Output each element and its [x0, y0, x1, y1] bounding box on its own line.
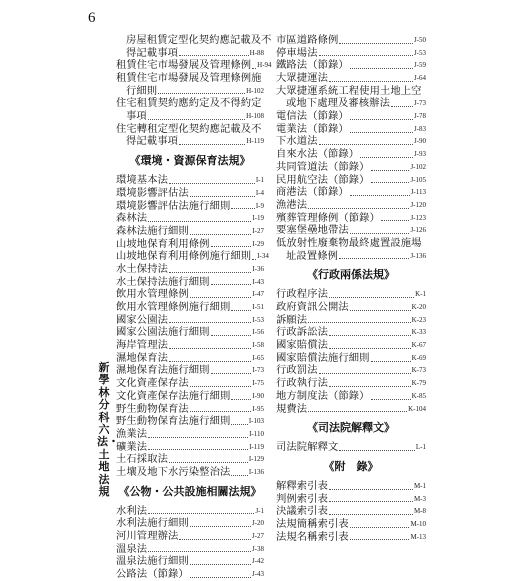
toc-entry-title: 森林法 — [116, 212, 148, 225]
toc-entry-title: 水利法施行細則 — [116, 517, 189, 530]
dot-leader — [319, 144, 413, 145]
toc-entry-page: I-1 — [255, 176, 264, 185]
toc-entry[interactable] — [116, 568, 264, 581]
toc-entry-title: 低放射性廢棄物最終處置設施場 — [276, 236, 422, 249]
toc-entry[interactable] — [276, 301, 426, 314]
toc-entry[interactable] — [276, 34, 426, 47]
toc-entry-page: J-93 — [413, 150, 426, 159]
toc-entry-title: 行政執行法 — [276, 377, 328, 390]
toc-entry[interactable] — [276, 326, 426, 339]
toc-entry-page: I-90 — [252, 391, 264, 400]
toc-entry-title: 土石採取法 — [116, 453, 168, 466]
toc-entry[interactable] — [116, 200, 264, 213]
toc-entry-title: 野生動物保育法 — [116, 402, 189, 415]
toc-entry-title: 訴願法 — [276, 313, 308, 326]
toc-entry-page: H-119 — [246, 137, 264, 146]
toc-entry-title: 水土保持法 — [116, 262, 168, 275]
toc-entry-page: J-126 — [410, 226, 426, 235]
dot-leader — [148, 551, 251, 552]
toc-entry-title: 司法院解釋文 — [276, 441, 339, 454]
toc-entry-title: 公路法（節錄） — [116, 568, 189, 581]
toc-entry-page: K-85 — [411, 391, 426, 400]
toc-entry-page: J-27 — [251, 532, 264, 541]
toc-entry-page: I-29 — [252, 239, 264, 248]
section-header: 《附 錄》 — [323, 459, 379, 473]
toc-entry[interactable] — [116, 72, 264, 85]
toc-entry-title: 飲用水管理條例施行細則 — [116, 301, 231, 314]
dot-leader — [339, 43, 413, 44]
toc-entry-title: 溫泉法施行細則 — [116, 555, 189, 568]
toc-entry[interactable] — [116, 466, 264, 479]
toc-entry-title: 房屋租賃定型化契約應記載及不 — [126, 33, 272, 46]
toc-entry[interactable] — [116, 225, 264, 238]
toc-entry-title: 山坡地保育利用條例 — [116, 237, 210, 250]
toc-entry-page: I-129 — [248, 455, 264, 464]
toc-entry-page: K-20 — [411, 303, 426, 312]
toc-entry-page: K-33 — [411, 328, 426, 337]
toc-entry[interactable] — [276, 314, 426, 327]
dot-leader — [329, 297, 414, 298]
toc-entry-title: 決議索引表 — [276, 505, 328, 518]
page-number: 6 — [88, 10, 96, 26]
dot-leader — [371, 399, 411, 400]
dot-leader — [329, 514, 413, 515]
toc-entry-title: 土壤及地下水污染整治法 — [116, 465, 231, 478]
dot-leader — [190, 526, 251, 527]
toc-entry-title: 環境基本法 — [116, 174, 168, 187]
dot-leader — [211, 246, 252, 247]
toc-entry-title: 得記載事項 — [126, 46, 178, 59]
toc-entry-page: J-43 — [251, 570, 264, 579]
toc-entry-title: 國家公園法 — [116, 313, 168, 326]
toc-entry-title: 海岸管理法 — [116, 339, 168, 352]
toc-entry[interactable] — [276, 72, 426, 85]
toc-entry[interactable] — [276, 377, 426, 390]
toc-entry[interactable] — [276, 136, 426, 149]
toc-entry-title: 漁港法 — [276, 198, 308, 211]
toc-entry[interactable] — [116, 428, 264, 441]
dot-leader — [169, 348, 251, 349]
dot-leader — [329, 348, 411, 349]
toc-entry[interactable] — [116, 301, 264, 314]
toc-entry-title: 解釋索引表 — [276, 479, 328, 492]
toc-entry-title: 行政罰法 — [276, 364, 318, 377]
toc-entry-title: 河川管理辦法 — [116, 530, 179, 543]
dot-leader — [158, 93, 245, 94]
dot-leader — [308, 411, 407, 412]
toc-entry[interactable] — [116, 377, 264, 390]
toc-entry-title: 電業法（節錄） — [276, 122, 349, 135]
toc-entry-page: I-51 — [252, 303, 264, 312]
toc-entry-page: K-69 — [411, 353, 426, 362]
toc-entry-title: 森林法施行細則 — [116, 224, 189, 237]
toc-entry[interactable] — [116, 123, 264, 136]
toc-entry[interactable] — [276, 161, 426, 174]
toc-entry-page: J-105 — [410, 175, 426, 184]
toc-entry[interactable] — [116, 505, 264, 518]
dot-leader — [179, 144, 245, 145]
toc-entry-title: 租賃住宅市場發展及管理條例 — [116, 59, 252, 72]
toc-entry-title: 政府資訊公開法 — [276, 301, 349, 314]
toc-entry[interactable] — [116, 415, 264, 428]
toc-left-column — [116, 33, 272, 581]
toc-entry-page: I-75 — [252, 379, 264, 388]
dot-leader — [308, 322, 410, 323]
toc-entry-title: 共同管道法（節錄） — [276, 160, 370, 173]
toc-entry[interactable] — [116, 47, 264, 60]
toc-entry-page: I-110 — [249, 429, 264, 438]
toc-entry-page: J-50 — [413, 35, 426, 44]
toc-entry-title: 址設置條例 — [286, 249, 338, 262]
dot-leader — [350, 119, 413, 120]
dot-leader — [371, 170, 410, 171]
toc-entry-page: K-79 — [411, 379, 426, 388]
toc-entry[interactable] — [116, 212, 264, 225]
toc-entry[interactable] — [116, 326, 264, 339]
dot-leader — [350, 539, 410, 540]
toc-entry[interactable] — [116, 453, 264, 466]
toc-entry[interactable] — [116, 136, 264, 149]
toc-entry[interactable] — [276, 85, 426, 98]
dot-leader — [179, 55, 249, 56]
dot-leader — [148, 437, 248, 438]
toc-entry-title: 自來水法（節錄） — [276, 148, 360, 161]
toc-entry-page: J-113 — [410, 188, 426, 197]
toc-entry-page: I-119 — [249, 442, 264, 451]
toc-entry-page: H-108 — [246, 112, 264, 121]
toc-entry[interactable] — [116, 352, 264, 365]
toc-entry[interactable] — [116, 110, 264, 123]
toc-entry[interactable] — [276, 59, 426, 72]
toc-entry-title: 民用航空法（節錄） — [276, 173, 370, 186]
toc-entry[interactable] — [276, 237, 426, 250]
toc-entry[interactable] — [276, 224, 426, 237]
dot-leader — [148, 119, 245, 120]
dot-leader — [350, 132, 413, 133]
toc-entry[interactable] — [116, 250, 269, 263]
toc-entry[interactable] — [116, 365, 264, 378]
toc-entry-title: 文化資產保存法施行細則 — [116, 389, 231, 402]
toc-entry-title: 鐵路法（節錄） — [276, 59, 349, 72]
toc-entry[interactable] — [276, 212, 426, 225]
dot-leader — [190, 577, 251, 578]
toc-entry-title: 濕地保育法 — [116, 351, 168, 364]
dot-leader — [169, 183, 255, 184]
toc-entry[interactable] — [116, 174, 264, 187]
dot-leader — [381, 220, 409, 221]
section-header: 《環境・資源保育法規》 — [129, 154, 251, 168]
toc-entry-title: 礦業法 — [116, 440, 148, 453]
toc-entry-title: 文化資產保存法 — [116, 377, 189, 390]
toc-entry-title: 水利法 — [116, 504, 148, 517]
toc-entry-page: J-59 — [413, 61, 426, 70]
toc-entry[interactable] — [276, 352, 426, 365]
dot-leader — [148, 513, 254, 514]
toc-entry-page: I-19 — [252, 214, 264, 223]
toc-entry-title: 國家賠償法施行細則 — [276, 351, 370, 364]
toc-entry-page: I-103 — [248, 417, 264, 426]
toc-entry-title: 住宅租賃契約應約定及不得約定 — [116, 97, 262, 110]
toc-entry-title: 規費法 — [276, 402, 308, 415]
toc-entry-title: 野生動物保育法施行細則 — [116, 415, 231, 428]
toc-entry-page: I-34 — [257, 252, 269, 261]
toc-entry-page: H-94 — [257, 61, 272, 70]
toc-entry-title: 法規名稱索引表 — [276, 530, 349, 543]
toc-entry-page: J-64 — [413, 74, 426, 83]
toc-entry[interactable] — [116, 97, 264, 110]
toc-entry[interactable] — [276, 480, 426, 493]
dot-leader — [391, 106, 413, 107]
toc-entry[interactable] — [116, 33, 272, 47]
dot-leader — [231, 424, 247, 425]
toc-entry-page: J-20 — [251, 519, 264, 528]
toc-entry-page: K-104 — [408, 404, 426, 413]
toc-entry-title: 商港法（節錄） — [276, 186, 349, 199]
toc-entry-title: 飲用水管理條例 — [116, 288, 189, 301]
dot-leader — [190, 234, 252, 235]
toc-entry[interactable] — [116, 187, 264, 200]
dot-leader — [371, 361, 411, 362]
toc-entry-title: 行細則 — [126, 84, 158, 97]
dot-leader — [190, 411, 252, 412]
toc-entry-page: I-9 — [255, 201, 264, 210]
toc-entry-title: 停車場法 — [276, 46, 318, 59]
toc-entry[interactable] — [276, 390, 426, 403]
dot-leader — [360, 157, 413, 158]
dot-leader — [350, 310, 411, 311]
dot-leader — [329, 335, 411, 336]
toc-entry[interactable] — [116, 276, 264, 289]
toc-entry-title: 殯葬管理條例（節錄） — [276, 211, 380, 224]
book-side-title: 新學林分科六法・土地法規 — [97, 361, 119, 499]
toc-entry[interactable] — [276, 339, 426, 352]
toc-entry-page: K-73 — [411, 366, 426, 375]
toc-entry[interactable] — [116, 238, 264, 251]
toc-entry-page: I-136 — [248, 467, 264, 476]
toc-entry-page: M-3 — [413, 494, 426, 503]
toc-entry-title: 市區道路條例 — [276, 33, 339, 46]
dot-leader — [231, 310, 251, 311]
toc-entry[interactable] — [116, 441, 264, 454]
dot-leader — [329, 501, 413, 502]
toc-entry-page: J-90 — [413, 137, 426, 146]
toc-entry-title: 山坡地保育利用條例施行細則 — [116, 250, 252, 263]
toc-entry-page: I-47 — [252, 290, 264, 299]
toc-entry-page: J-123 — [410, 213, 426, 222]
dot-leader — [231, 475, 247, 476]
toc-entry-title: 國家賠償法 — [276, 339, 328, 352]
toc-entry-page: M-10 — [410, 519, 426, 528]
toc-entry-title: 環境影響評估法施行細則 — [116, 199, 231, 212]
toc-entry[interactable] — [276, 174, 426, 187]
dot-leader — [252, 68, 256, 69]
toc-entry-title: 環境影響評估法 — [116, 186, 189, 199]
toc-entry[interactable] — [276, 365, 426, 378]
dot-leader — [350, 68, 413, 69]
toc-entry-page: M-8 — [413, 507, 426, 516]
dot-leader — [190, 386, 252, 387]
toc-entry-page: J-73 — [413, 99, 426, 108]
dot-leader — [169, 272, 251, 273]
toc-entry[interactable] — [276, 97, 426, 110]
dot-leader — [319, 373, 411, 374]
toc-entry[interactable] — [276, 186, 426, 199]
toc-entry[interactable] — [276, 47, 426, 60]
dot-leader — [308, 208, 409, 209]
toc-entry-page: J-38 — [251, 544, 264, 553]
toc-entry-title: 地方制度法（節錄） — [276, 389, 370, 402]
dot-leader — [190, 297, 252, 298]
toc-right-column — [276, 34, 426, 543]
dot-leader — [350, 195, 410, 196]
toc-entry[interactable] — [276, 403, 426, 416]
dot-leader — [190, 564, 251, 565]
toc-entry-page: I-73 — [252, 366, 264, 375]
toc-entry-title: 法規簡稱索引表 — [276, 517, 349, 530]
toc-entry[interactable] — [116, 517, 264, 530]
dot-leader — [231, 399, 251, 400]
dot-leader — [339, 450, 415, 451]
toc-entry-page: J-42 — [251, 557, 264, 566]
toc-entry-page: H-88 — [249, 48, 264, 57]
toc-entry[interactable] — [116, 530, 264, 543]
dot-leader — [329, 386, 411, 387]
toc-entry-title: 下水道法 — [276, 135, 318, 148]
dot-leader — [371, 182, 410, 183]
toc-entry[interactable] — [276, 148, 426, 161]
toc-entry[interactable] — [116, 543, 264, 556]
toc-entry-title: 要塞堡壘地帶法 — [276, 224, 349, 237]
toc-entry-page: J-83 — [413, 124, 426, 133]
toc-entry[interactable] — [116, 314, 264, 327]
toc-entry-page: J-120 — [410, 200, 426, 209]
toc-entry-page: J-1 — [255, 506, 264, 515]
dot-leader — [319, 55, 413, 56]
toc-entry[interactable] — [276, 531, 426, 544]
toc-entry-title: 電信法（節錄） — [276, 110, 349, 123]
dot-leader — [169, 361, 251, 362]
dot-leader — [190, 196, 255, 197]
toc-entry-page: I-36 — [252, 264, 264, 273]
toc-entry-page: M-1 — [413, 481, 426, 490]
toc-entry-page: I-58 — [252, 341, 264, 350]
toc-entry-page: I-43 — [252, 277, 264, 286]
toc-entry-page: L-1 — [415, 443, 426, 452]
toc-entry[interactable] — [276, 123, 426, 136]
toc-entry-page: I-27 — [252, 226, 264, 235]
dot-leader — [211, 373, 252, 374]
toc-entry-page: K-23 — [411, 315, 426, 324]
toc-entry-title: 或地下處理及審核辦法 — [286, 97, 390, 110]
section-header: 《公物・公共設施相關法規》 — [118, 484, 262, 498]
toc-entry-title: 國家公園法施行細則 — [116, 326, 210, 339]
toc-entry[interactable] — [116, 263, 264, 276]
toc-entry-page: J-102 — [410, 162, 426, 171]
toc-entry-title: 判例索引表 — [276, 492, 328, 505]
toc-entry-page: M-13 — [410, 532, 426, 541]
dot-leader — [211, 335, 252, 336]
dot-leader — [329, 489, 413, 490]
toc-entry-title: 大眾捷運法 — [276, 72, 328, 85]
dot-leader — [148, 449, 248, 450]
toc-entry-title: 得記載事項 — [126, 135, 178, 148]
toc-entry-page: I-4 — [255, 188, 264, 197]
toc-entry[interactable] — [276, 493, 426, 506]
toc-entry-title: 事項 — [126, 110, 147, 123]
toc-entry-title: 住宅轉租定型化契約應記載及不 — [116, 122, 262, 135]
toc-entry-page: H-102 — [246, 86, 264, 95]
toc-entry-title: 濕地保育法施行細則 — [116, 364, 210, 377]
toc-entry[interactable] — [276, 505, 426, 518]
dot-leader — [350, 233, 410, 234]
dot-leader — [148, 221, 251, 222]
toc-entry-page: I-65 — [252, 353, 264, 362]
toc-entry[interactable] — [116, 288, 264, 301]
dot-leader — [179, 539, 251, 540]
dot-leader — [350, 527, 410, 528]
dot-leader — [211, 284, 252, 285]
section-header: 《司法院解釋文》 — [307, 421, 395, 435]
dot-leader — [169, 322, 251, 323]
toc-entry[interactable] — [116, 339, 264, 352]
toc-entry-title: 漁業法 — [116, 427, 148, 440]
dot-leader — [339, 258, 409, 259]
dot-leader — [329, 81, 413, 82]
toc-entry[interactable] — [276, 199, 426, 212]
toc-entry-page: I-53 — [252, 315, 264, 324]
toc-entry-title: 溫泉法 — [116, 542, 148, 555]
toc-entry-page: K-67 — [411, 341, 426, 350]
toc-entry[interactable] — [276, 441, 426, 454]
toc-entry[interactable] — [116, 555, 264, 568]
section-header: 《行政兩係法規》 — [307, 268, 395, 282]
toc-entry-page: I-56 — [252, 328, 264, 337]
toc-entry-title: 租賃住宅市場發展及管理條例施 — [116, 72, 262, 85]
toc-entry-page: J-136 — [410, 251, 426, 260]
toc-entry-title: 行政訴訟法 — [276, 326, 328, 339]
toc-entry[interactable] — [116, 59, 272, 72]
toc-entry-page: I-95 — [252, 404, 264, 413]
toc-entry[interactable] — [116, 403, 264, 416]
toc-entry-title: 水土保持法施行細則 — [116, 275, 210, 288]
toc-entry[interactable] — [276, 110, 426, 123]
dot-leader — [169, 462, 248, 463]
toc-entry-page: J-53 — [413, 48, 426, 57]
toc-entry[interactable] — [276, 250, 426, 263]
toc-entry[interactable] — [276, 288, 426, 301]
toc-entry-page: K-1 — [415, 290, 426, 299]
dot-leader — [252, 259, 256, 260]
toc-entry[interactable] — [116, 85, 264, 98]
toc-entry-title: 行政程序法 — [276, 288, 328, 301]
dot-leader — [231, 208, 254, 209]
toc-entry[interactable] — [276, 518, 426, 531]
toc-entry-title: 大眾捷運系統工程使用土地上空 — [276, 84, 422, 97]
toc-entry[interactable] — [116, 390, 264, 403]
toc-entry-page: J-78 — [413, 112, 426, 121]
